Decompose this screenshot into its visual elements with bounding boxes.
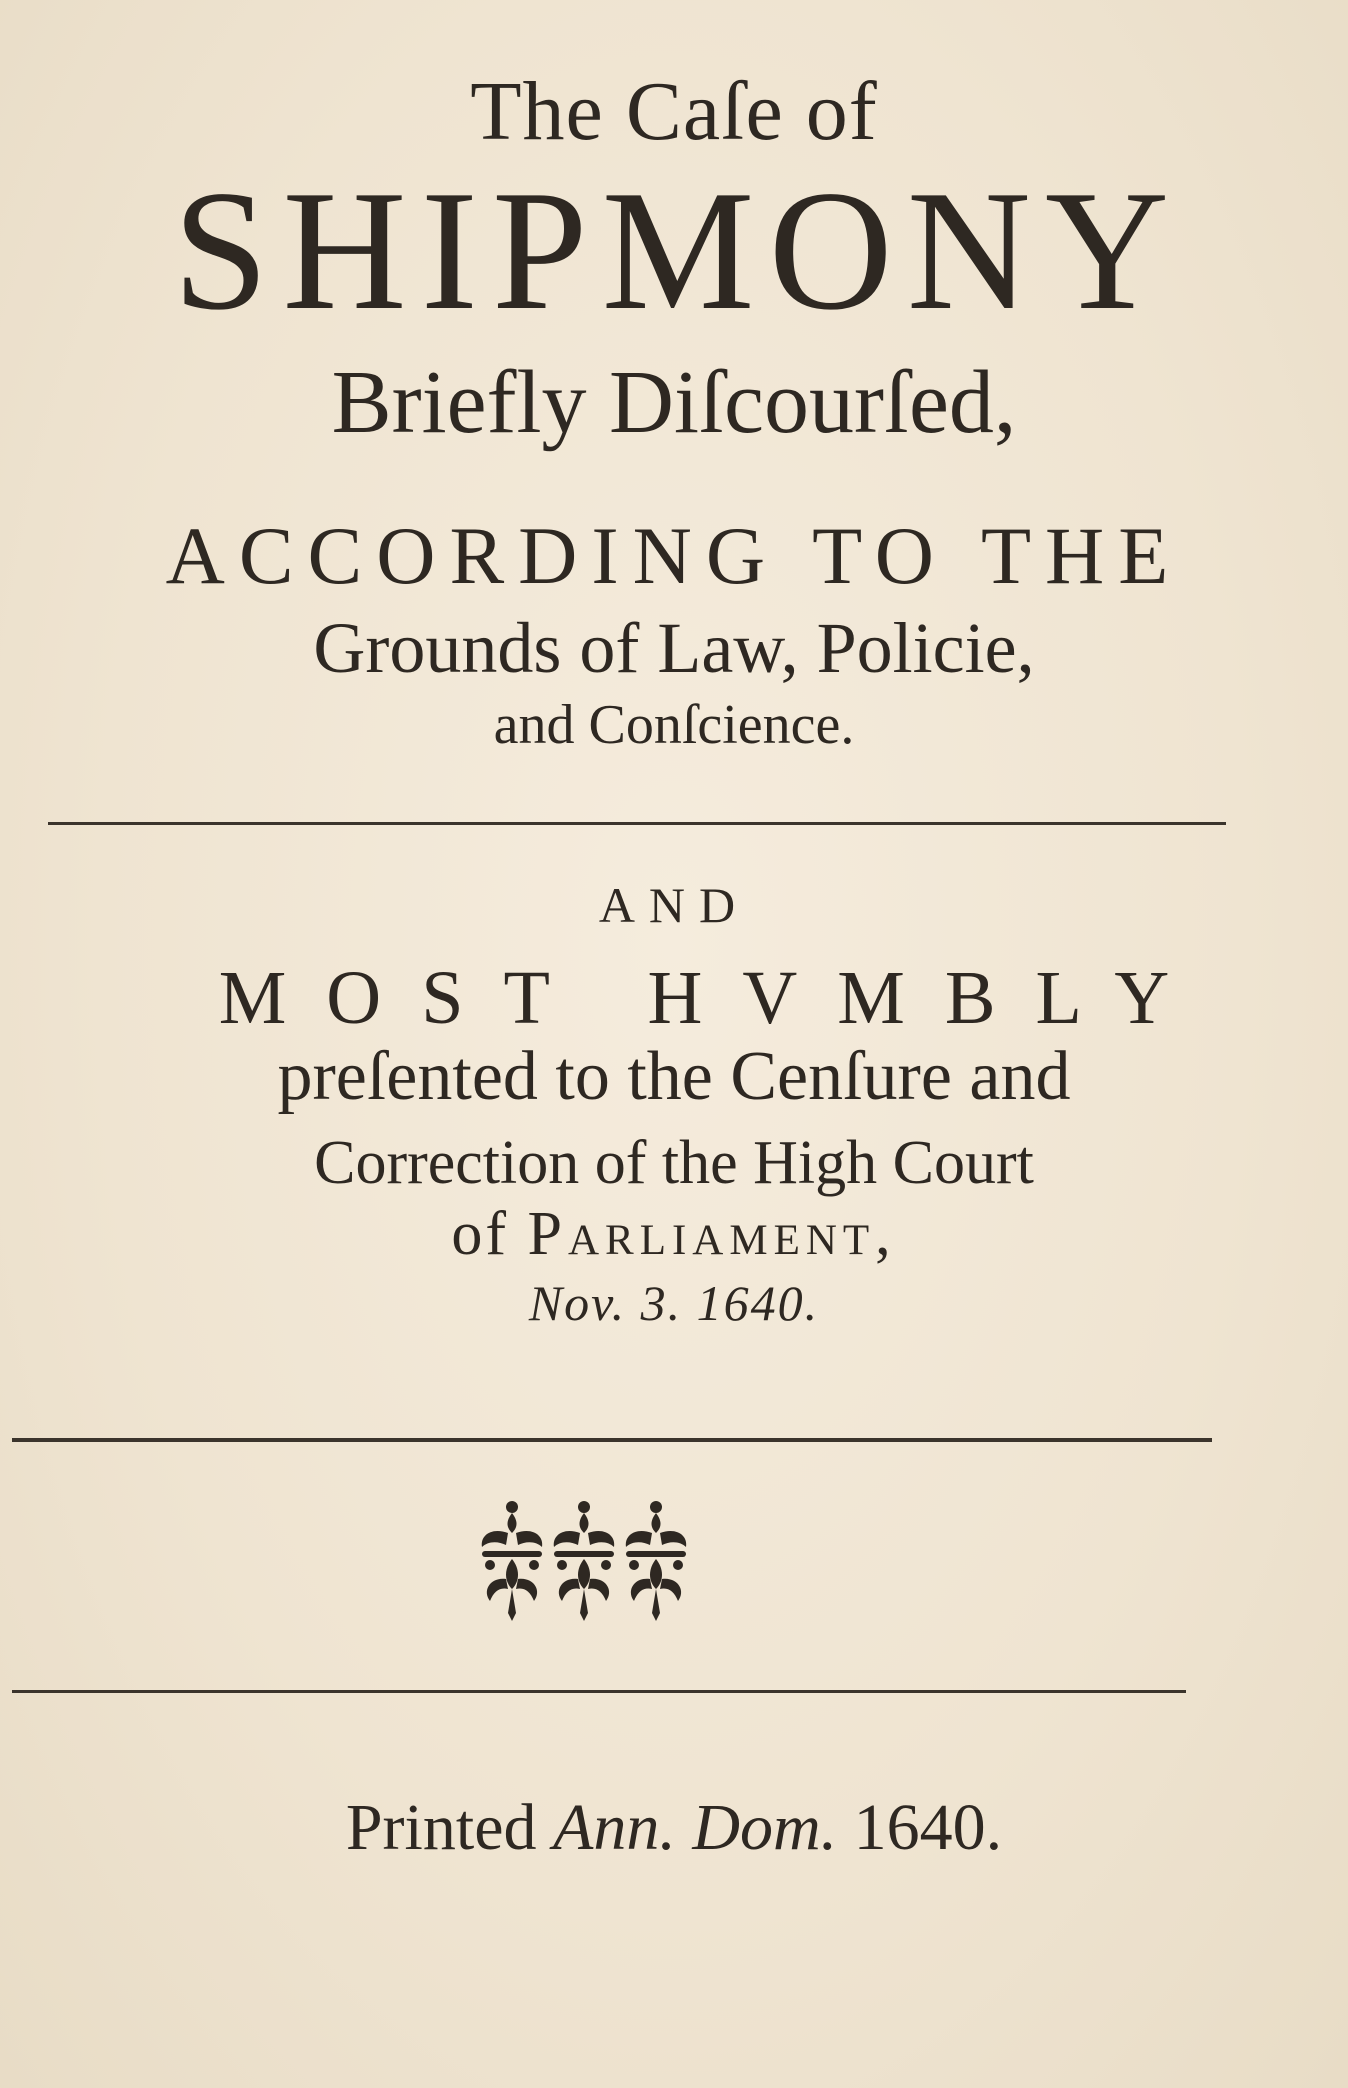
fleuron-ornament-icon	[476, 1497, 692, 1623]
horizontal-rule	[12, 1438, 1212, 1442]
subtitle-presented: preſented to the Cenſure and	[277, 1038, 1071, 1115]
subtitle-most-humbly: MOST HVMBLY	[218, 956, 1210, 1040]
title-line-conscience: and Conſcience.	[493, 694, 855, 756]
imprint	[0, 1791, 1348, 1864]
imprint-ann-dom: Ann. Dom.	[553, 1791, 838, 1864]
fleuron-unit-1	[482, 1501, 542, 1621]
session-date: Nov. 3. 1640.	[528, 1275, 820, 1331]
imprint-year: 1640.	[837, 1791, 1003, 1864]
horizontal-rule	[12, 1690, 1186, 1693]
subtitle-and: AND	[598, 877, 750, 933]
title-line-grounds: Grounds of Law, Policie,	[313, 608, 1035, 688]
subtitle-parliament	[0, 1200, 1348, 1268]
parliament-prefix: of	[451, 1200, 528, 1268]
fleuron-unit-2	[554, 1501, 614, 1621]
title-main-shipmony: SHIPMONY	[172, 156, 1184, 346]
subtitle-correction: Correction of the High Court	[314, 1129, 1034, 1197]
title-line-according: ACCORDING TO THE	[165, 510, 1183, 601]
title-line-briefly: Briefly Diſcourſed,	[331, 353, 1017, 452]
horizontal-rule	[48, 822, 1226, 825]
title-line-case-of: The Caſe of	[470, 65, 878, 158]
imprint-printed: Printed	[345, 1791, 553, 1864]
parliament-word: Parliament,	[527, 1200, 897, 1268]
fleuron-unit-3	[626, 1501, 686, 1621]
